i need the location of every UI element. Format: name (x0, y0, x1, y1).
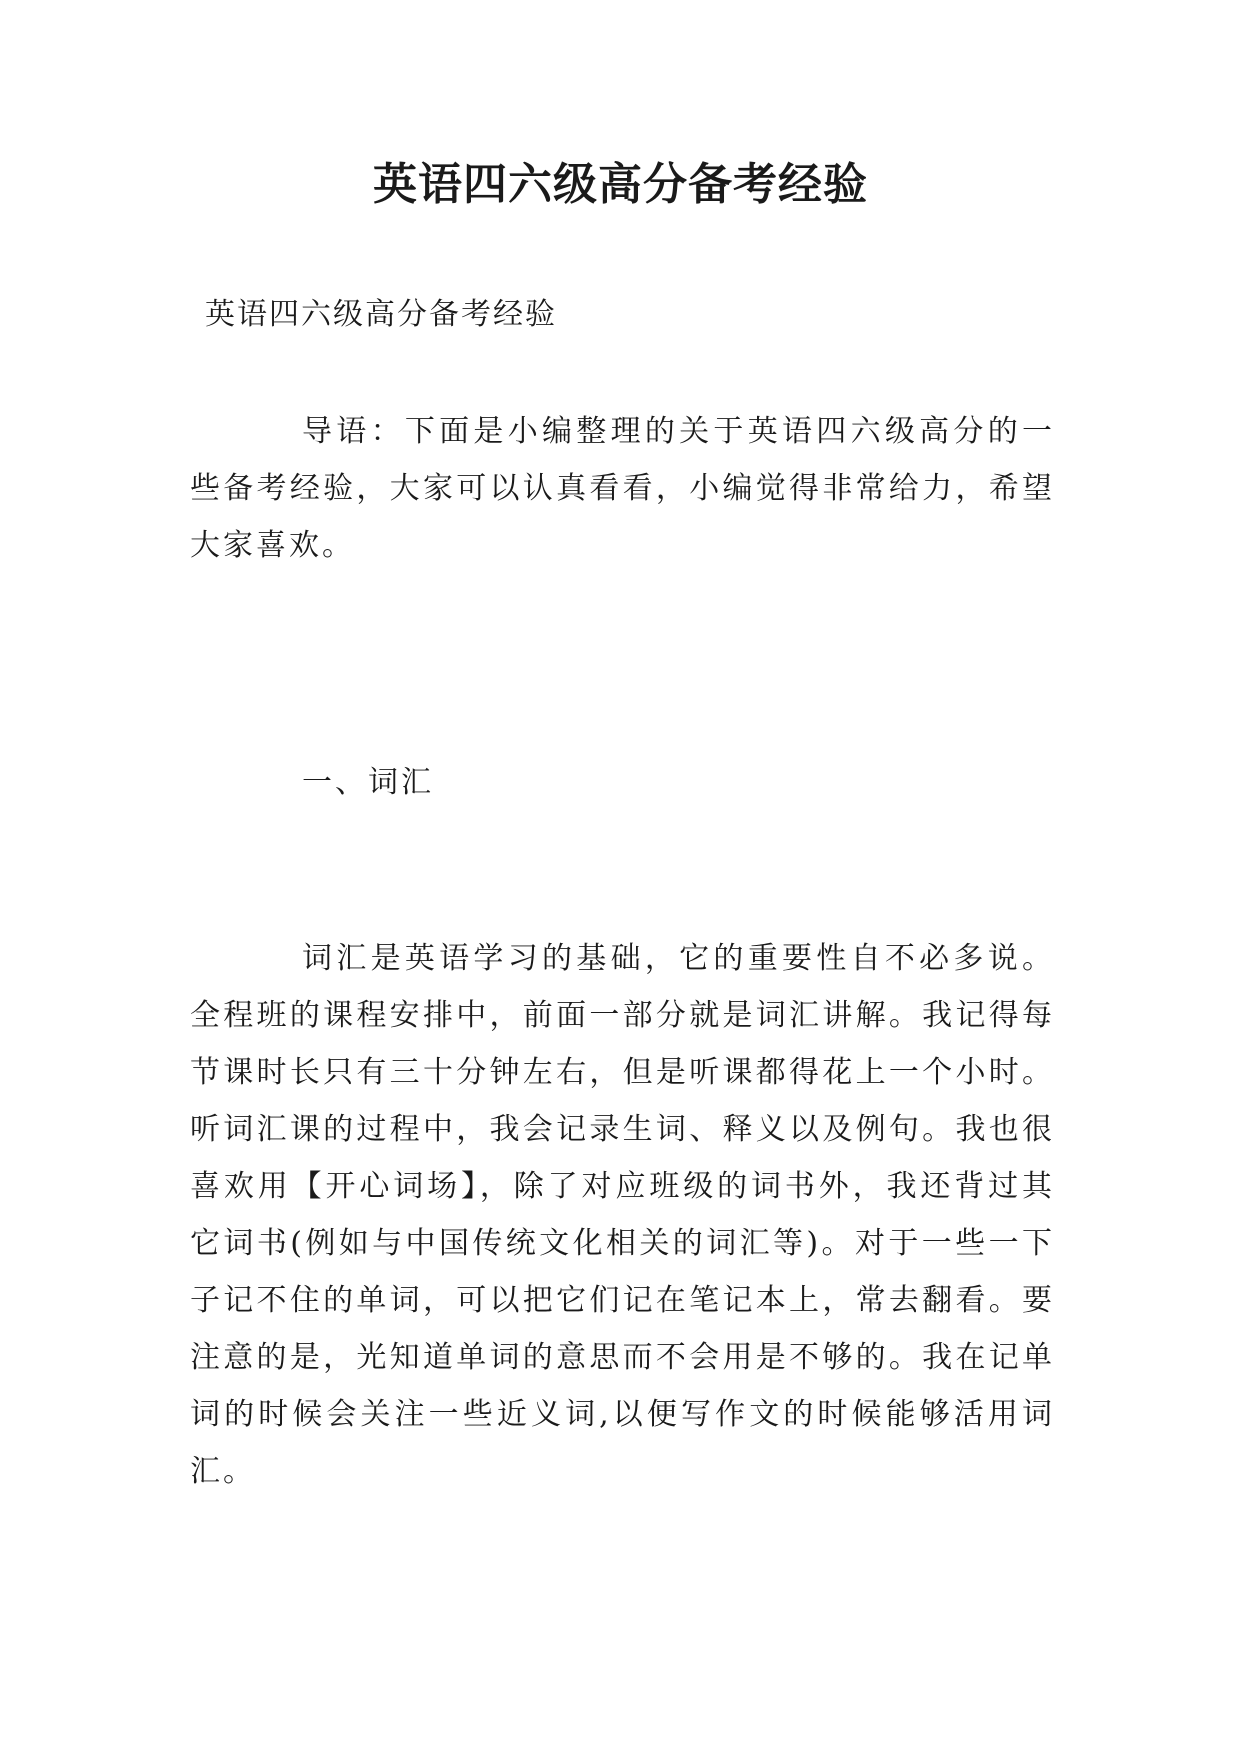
document-title: 英语四六级高分备考经验 (373, 159, 868, 210)
document-subtitle: 英语四六级高分备考经验 (205, 297, 557, 332)
section-heading: 一、词汇 (302, 765, 434, 800)
intro-paragraph: 导语：下面是小编整理的关于英语四六级高分的一些备考经验，大家可以认真看看，小编觉得非常给力，希望大家喜欢。 (190, 414, 1055, 563)
section-body-paragraph: 词汇是英语学习的基础，它的重要性自不必多说。全程班的课程安排中，前面一部分就是词汇讲解。我记得每节课时长只有三十分钟左右，但是听课都得花上一个小时。听词汇课的过程中，我会记录生词、释义以及例句。我也很喜欢用【开心词场】，除了对应班级的词书外，我还背过其它词书(例如与中国传统文化相关的词汇等)。对于一些一下子记不住的单词，可以把它们记在笔记本上，常去翻看。要注意的是，光知道单词的意思而不会用是不够的。我在记单词的时候会关注一些近义词,以便写作文的时候能够活用词汇。 (190, 941, 1055, 1489)
